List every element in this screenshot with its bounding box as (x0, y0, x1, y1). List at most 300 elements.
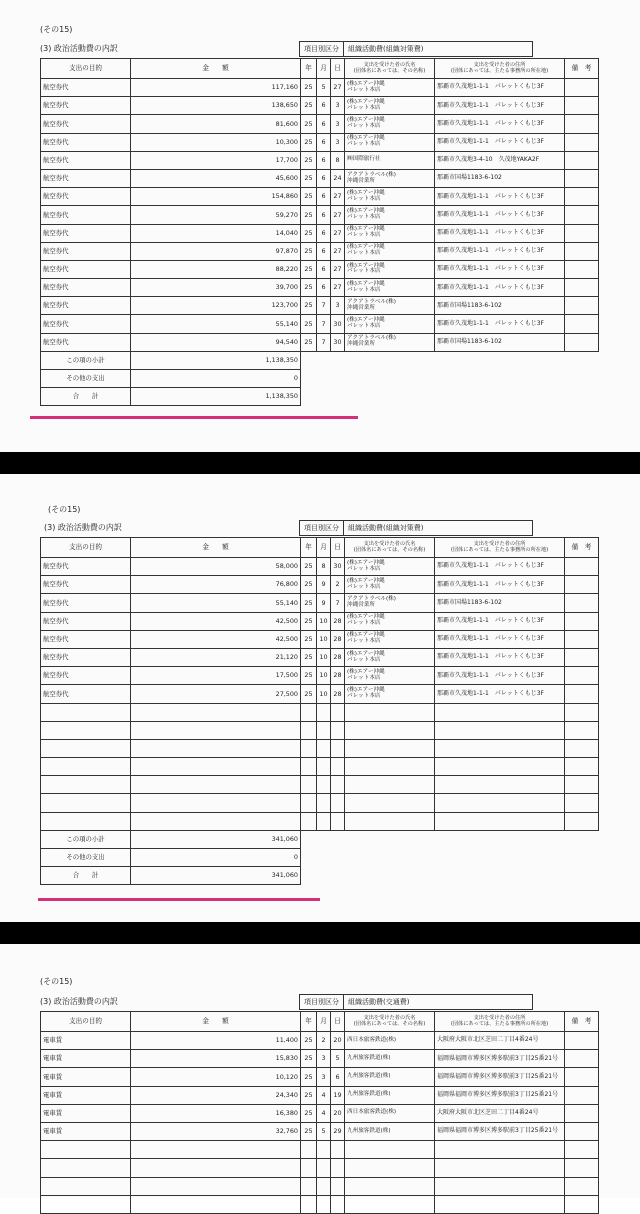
blank-cell (131, 776, 301, 794)
row-amount: 16,380 (131, 1104, 301, 1122)
row-day: 3 (331, 297, 345, 315)
page-number: (その15) (40, 977, 73, 986)
row-amount: 10,120 (131, 1068, 301, 1086)
blank-cell (331, 776, 345, 794)
blank-cell (41, 758, 131, 776)
table-row (41, 315, 599, 333)
row-year: 25 (301, 97, 317, 115)
row-address: 那覇市久茂地1-1-1 パレットくもじ3F (435, 576, 565, 594)
row-year: 25 (301, 576, 317, 594)
row-payee (345, 333, 435, 351)
row-day: 28 (331, 667, 345, 685)
empty-cell (345, 867, 435, 885)
blank-row (41, 1177, 599, 1195)
row-month: 10 (317, 667, 331, 685)
row-day: 27 (331, 260, 345, 278)
header-payee-note: (団体名にあっては、その名称) (353, 546, 426, 553)
blank-cell (435, 739, 565, 757)
row-remarks (565, 260, 599, 278)
report-page-2 (0, 474, 640, 922)
section-title: (3) 政治活動費の内訳 (44, 523, 122, 532)
row-payee (345, 1086, 435, 1104)
row-day: 5 (331, 1050, 345, 1068)
blank-cell (41, 1159, 131, 1177)
row-year: 25 (301, 206, 317, 224)
page-separator (0, 452, 640, 474)
row-year: 25 (301, 260, 317, 278)
row-payee (345, 297, 435, 315)
blank-cell (331, 758, 345, 776)
row-payee (345, 115, 435, 133)
empty-cell (435, 388, 565, 406)
row-month: 6 (317, 279, 331, 297)
blank-cell (301, 721, 317, 739)
row-year: 25 (301, 315, 317, 333)
total-row (41, 867, 599, 885)
row-payee (345, 630, 435, 648)
row-amount: 42,500 (131, 630, 301, 648)
payee-line: 西日本旅客鉄道(株) (347, 1109, 397, 1116)
blank-cell (131, 794, 301, 812)
payee-line: パレット本店 (347, 583, 381, 590)
row-amount: 58,000 (131, 558, 301, 576)
empty-cell (345, 351, 435, 369)
row-day: 28 (331, 685, 345, 703)
row-address: 那覇市久茂地1-1-1 パレットくもじ3F (435, 685, 565, 703)
row-month: 6 (317, 224, 331, 242)
row-day: 28 (331, 630, 345, 648)
table-row (41, 685, 599, 703)
blank-cell (301, 739, 317, 757)
row-year: 25 (301, 224, 317, 242)
header-payee (345, 1012, 435, 1032)
highlight-underline (38, 898, 320, 901)
row-purpose: 電車賃 (41, 1032, 131, 1050)
row-remarks (565, 242, 599, 260)
row-payee (345, 315, 435, 333)
row-purpose: 航空券代 (41, 188, 131, 206)
row-amount: 97,870 (131, 242, 301, 260)
row-address: 那覇市久茂地1-1-1 パレットくもじ3F (435, 79, 565, 97)
payee-line: アクアトラベル(株) (347, 171, 396, 178)
payee-line: パレット本店 (347, 213, 381, 220)
row-amount: 17,500 (131, 667, 301, 685)
blank-cell (317, 1159, 331, 1177)
blank-cell (345, 776, 435, 794)
blank-cell (301, 776, 317, 794)
row-day: 30 (331, 315, 345, 333)
table-row (41, 576, 599, 594)
row-remarks (565, 224, 599, 242)
row-payee (345, 594, 435, 612)
row-purpose: 航空券代 (41, 576, 131, 594)
blank-row (41, 739, 599, 757)
empty-cell (345, 388, 435, 406)
row-payee (345, 612, 435, 630)
row-purpose: 電車賃 (41, 1122, 131, 1140)
table-row (41, 133, 599, 151)
row-day: 6 (331, 1068, 345, 1086)
header-day: 日 (331, 538, 345, 558)
header-address-note: (団体にあっては、主たる事務所の所在地) (450, 1020, 549, 1027)
row-payee (345, 242, 435, 260)
blank-cell (565, 703, 599, 721)
row-amount: 10,300 (131, 133, 301, 151)
header-payee-note: (団体名にあっては、その名称) (353, 1020, 426, 1027)
row-amount: 17,700 (131, 151, 301, 169)
blank-cell (301, 1177, 317, 1195)
row-year: 25 (301, 558, 317, 576)
blank-cell (345, 721, 435, 739)
blank-cell (131, 1177, 301, 1195)
category-bar (300, 41, 533, 57)
row-month: 10 (317, 685, 331, 703)
row-payee (345, 133, 435, 151)
payee-line: パレット本店 (347, 692, 381, 699)
table-row (41, 630, 599, 648)
header-address-note: (団体にあっては、主たる事務所の所在地) (450, 67, 549, 74)
row-month: 6 (317, 115, 331, 133)
blank-row (41, 794, 599, 812)
row-address: 那覇市久茂地1-1-1 パレットくもじ3F (435, 279, 565, 297)
row-day: 19 (331, 1086, 345, 1104)
row-address: 那覇市久茂地1-1-1 パレットくもじ3F (435, 315, 565, 333)
payee-line: パレット本店 (347, 565, 381, 572)
row-payee (345, 1068, 435, 1086)
row-address: 福岡県福岡市博多区博多駅前3丁目25番21号 (435, 1068, 565, 1086)
header-amount: 金 額 (131, 1012, 301, 1032)
payee-line: 九州旅客鉄道(株) (347, 1127, 391, 1134)
row-address: 那覇市久茂地1-1-1 パレットくもじ3F (435, 188, 565, 206)
row-year: 25 (301, 612, 317, 630)
blank-cell (565, 721, 599, 739)
empty-cell (345, 370, 435, 388)
row-address: 那覇市国場1183-6-102 (435, 297, 565, 315)
row-day: 27 (331, 79, 345, 97)
header-payee-title: 支出を受けた者の氏名 (363, 61, 416, 68)
payee-line: パレット本店 (347, 674, 381, 681)
row-amount: 14,040 (131, 224, 301, 242)
blank-row (41, 721, 599, 739)
row-purpose: 航空券代 (41, 333, 131, 351)
table-row (41, 279, 599, 297)
row-year: 25 (301, 594, 317, 612)
row-month: 10 (317, 612, 331, 630)
table-row (41, 648, 599, 666)
total-label: 合 計 (41, 388, 131, 406)
empty-cell (301, 388, 317, 406)
blank-row (41, 703, 599, 721)
blank-cell (345, 758, 435, 776)
other-label: その他の支出 (41, 370, 131, 388)
row-address: 那覇市国場1183-6-102 (435, 333, 565, 351)
row-day: 28 (331, 612, 345, 630)
table-row (41, 1068, 599, 1086)
row-year: 25 (301, 1068, 317, 1086)
payee-line: ㈱国際旅行社 (347, 156, 381, 163)
table-row (41, 115, 599, 133)
payee-line: (株)エアー沖縄 (347, 98, 385, 105)
row-month: 5 (317, 1122, 331, 1140)
header-address (435, 538, 565, 558)
row-month: 6 (317, 97, 331, 115)
empty-cell (331, 830, 345, 848)
row-year: 25 (301, 667, 317, 685)
payee-line: パレット本店 (347, 122, 381, 129)
row-purpose: 航空券代 (41, 648, 131, 666)
empty-cell (331, 388, 345, 406)
payee-line: 沖縄営業所 (347, 601, 375, 608)
blank-cell (565, 1159, 599, 1177)
row-payee (345, 79, 435, 97)
row-month: 8 (317, 558, 331, 576)
row-address: 那覇市久茂地1-1-1 パレットくもじ3F (435, 260, 565, 278)
row-amount: 32,760 (131, 1122, 301, 1140)
row-address: 大阪府大阪市北区芝田二丁目4番24号 (435, 1104, 565, 1122)
blank-cell (131, 758, 301, 776)
payee-line: (株)エアー沖縄 (347, 117, 385, 124)
row-purpose: 航空券代 (41, 594, 131, 612)
empty-cell (301, 830, 317, 848)
other-row (41, 370, 599, 388)
empty-cell (331, 867, 345, 885)
header-address-title: 支出を受けた者の住所 (473, 61, 526, 68)
row-month: 10 (317, 648, 331, 666)
row-amount: 15,830 (131, 1050, 301, 1068)
row-remarks (565, 576, 599, 594)
row-amount: 42,500 (131, 612, 301, 630)
subtotal-row (41, 830, 599, 848)
blank-cell (565, 1141, 599, 1159)
blank-cell (41, 721, 131, 739)
row-amount: 55,140 (131, 594, 301, 612)
table-row (41, 1104, 599, 1122)
header-year: 年 (301, 1012, 317, 1032)
header-purpose: 支出の目的 (41, 538, 131, 558)
row-year: 25 (301, 648, 317, 666)
empty-cell (331, 351, 345, 369)
blank-cell (301, 1159, 317, 1177)
row-address: 大阪府大阪市北区芝田二丁目4番24号 (435, 1032, 565, 1050)
blank-row (41, 812, 599, 830)
table-row (41, 1032, 599, 1050)
header-address-note: (団体にあっては、主たる事務所の所在地) (450, 546, 549, 553)
table-header-row (41, 538, 599, 558)
blank-cell (435, 1159, 565, 1177)
payee-line: (株)エアー沖縄 (347, 668, 385, 675)
blank-cell (435, 721, 565, 739)
payee-line: (株)エアー沖縄 (347, 226, 385, 233)
category-value: 組織活動費(交通費) (343, 994, 533, 1010)
payee-line: (株)エアー沖縄 (347, 189, 385, 196)
row-purpose: 航空券代 (41, 79, 131, 97)
row-day: 24 (331, 169, 345, 187)
blank-cell (345, 1141, 435, 1159)
row-purpose: 電車賃 (41, 1086, 131, 1104)
row-amount: 117,160 (131, 79, 301, 97)
header-remarks: 備 考 (565, 538, 599, 558)
row-remarks (565, 612, 599, 630)
row-remarks (565, 1068, 599, 1086)
row-day: 27 (331, 279, 345, 297)
row-month: 7 (317, 333, 331, 351)
row-amount: 55,140 (131, 315, 301, 333)
table-row (41, 1050, 599, 1068)
header-address-title: 支出を受けた者の住所 (473, 540, 526, 547)
header-month: 月 (317, 1012, 331, 1032)
blank-cell (131, 703, 301, 721)
blank-cell (345, 703, 435, 721)
highlight-underline (30, 416, 358, 419)
row-month: 3 (317, 1068, 331, 1086)
row-payee (345, 151, 435, 169)
payee-line: 九州旅客鉄道(株) (347, 1073, 391, 1080)
table-row (41, 151, 599, 169)
page-separator (0, 922, 640, 944)
row-year: 25 (301, 1104, 317, 1122)
header-year: 年 (301, 59, 317, 79)
payee-line: (株)エアー沖縄 (347, 280, 385, 287)
blank-cell (435, 758, 565, 776)
section-title: (3) 政治活動費の内訳 (40, 997, 118, 1006)
blank-cell (565, 794, 599, 812)
row-remarks (565, 97, 599, 115)
section-title: (3) 政治活動費の内訳 (40, 44, 118, 53)
blank-cell (435, 703, 565, 721)
expense-table-2 (40, 537, 599, 885)
row-remarks (565, 79, 599, 97)
row-month: 9 (317, 594, 331, 612)
header-day: 日 (331, 1012, 345, 1032)
row-purpose: 航空券代 (41, 97, 131, 115)
table-row (41, 594, 599, 612)
row-amount: 81,600 (131, 115, 301, 133)
row-month: 6 (317, 151, 331, 169)
empty-cell (565, 351, 599, 369)
header-payee (345, 59, 435, 79)
other-label: その他の支出 (41, 849, 131, 867)
row-purpose: 電車賃 (41, 1050, 131, 1068)
blank-cell (301, 703, 317, 721)
blank-cell (301, 1141, 317, 1159)
category-label: 項目別区分 (299, 41, 344, 57)
total-label: 合 計 (41, 867, 131, 885)
blank-cell (345, 1177, 435, 1195)
blank-cell (331, 812, 345, 830)
row-amount: 123,700 (131, 297, 301, 315)
empty-cell (301, 351, 317, 369)
empty-cell (301, 867, 317, 885)
row-remarks (565, 151, 599, 169)
payee-line: パレット本店 (347, 268, 381, 275)
blank-cell (41, 1177, 131, 1195)
row-remarks (565, 1032, 599, 1050)
blank-cell (301, 812, 317, 830)
table-row (41, 188, 599, 206)
row-address: 那覇市久茂地1-1-1 パレットくもじ3F (435, 667, 565, 685)
header-remarks: 備 考 (565, 59, 599, 79)
row-purpose: 航空券代 (41, 297, 131, 315)
empty-cell (435, 830, 565, 848)
empty-cell (565, 370, 599, 388)
blank-cell (131, 739, 301, 757)
row-purpose: 航空券代 (41, 224, 131, 242)
payee-line: パレット本店 (347, 232, 381, 239)
blank-cell (41, 1141, 131, 1159)
blank-cell (331, 703, 345, 721)
header-purpose: 支出の目的 (41, 1012, 131, 1032)
table-row (41, 612, 599, 630)
payee-line: パレット本店 (347, 195, 381, 202)
row-month: 6 (317, 169, 331, 187)
empty-cell (317, 351, 331, 369)
row-amount: 94,540 (131, 333, 301, 351)
category-label: 項目別区分 (299, 994, 344, 1010)
payee-line: (株)エアー沖縄 (347, 577, 385, 584)
header-purpose: 支出の目的 (41, 59, 131, 79)
row-remarks (565, 685, 599, 703)
header-address-title: 支出を受けた者の住所 (473, 1014, 526, 1021)
row-payee (345, 576, 435, 594)
payee-line: アクアトラベル(株) (347, 298, 396, 305)
row-amount: 154,860 (131, 188, 301, 206)
category-value: 組織活動費(組織対策費) (343, 41, 533, 57)
row-payee (345, 206, 435, 224)
expense-table-1 (40, 58, 599, 406)
row-remarks (565, 1104, 599, 1122)
blank-cell (131, 1159, 301, 1177)
header-payee-title: 支出を受けた者の氏名 (363, 540, 416, 547)
row-year: 25 (301, 1122, 317, 1140)
empty-cell (317, 370, 331, 388)
row-purpose: 航空券代 (41, 260, 131, 278)
table-row (41, 558, 599, 576)
empty-cell (317, 849, 331, 867)
row-remarks (565, 1122, 599, 1140)
report-page-1 (0, 0, 640, 452)
row-month: 10 (317, 630, 331, 648)
report-page-3 (0, 944, 640, 1198)
empty-cell (317, 830, 331, 848)
table-row (41, 206, 599, 224)
row-payee (345, 279, 435, 297)
row-remarks (565, 188, 599, 206)
blank-cell (317, 1177, 331, 1195)
row-address: 那覇市久茂地1-1-1 パレットくもじ3F (435, 630, 565, 648)
row-month: 7 (317, 315, 331, 333)
payee-line: (株)エアー沖縄 (347, 559, 385, 566)
row-remarks (565, 558, 599, 576)
row-day: 3 (331, 133, 345, 151)
row-remarks (565, 648, 599, 666)
row-day: 27 (331, 224, 345, 242)
row-address: 那覇市国場1183-6-102 (435, 169, 565, 187)
header-payee-note: (団体名にあっては、その名称) (353, 67, 426, 74)
payee-line: (株)エアー沖縄 (347, 80, 385, 87)
row-month: 5 (317, 79, 331, 97)
row-purpose: 航空券代 (41, 315, 131, 333)
row-purpose: 航空券代 (41, 206, 131, 224)
row-address: 福岡県福岡市博多区博多駅前3丁目25番21号 (435, 1122, 565, 1140)
row-address: 那覇市久茂地1-1-1 パレットくもじ3F (435, 97, 565, 115)
row-payee (345, 169, 435, 187)
subtotal-row (41, 351, 599, 369)
row-purpose: 航空券代 (41, 242, 131, 260)
row-address: 福岡県福岡市博多区博多駅前3丁目25番21号 (435, 1050, 565, 1068)
table-row (41, 333, 599, 351)
payee-line: (株)エアー沖縄 (347, 262, 385, 269)
empty-cell (435, 849, 565, 867)
